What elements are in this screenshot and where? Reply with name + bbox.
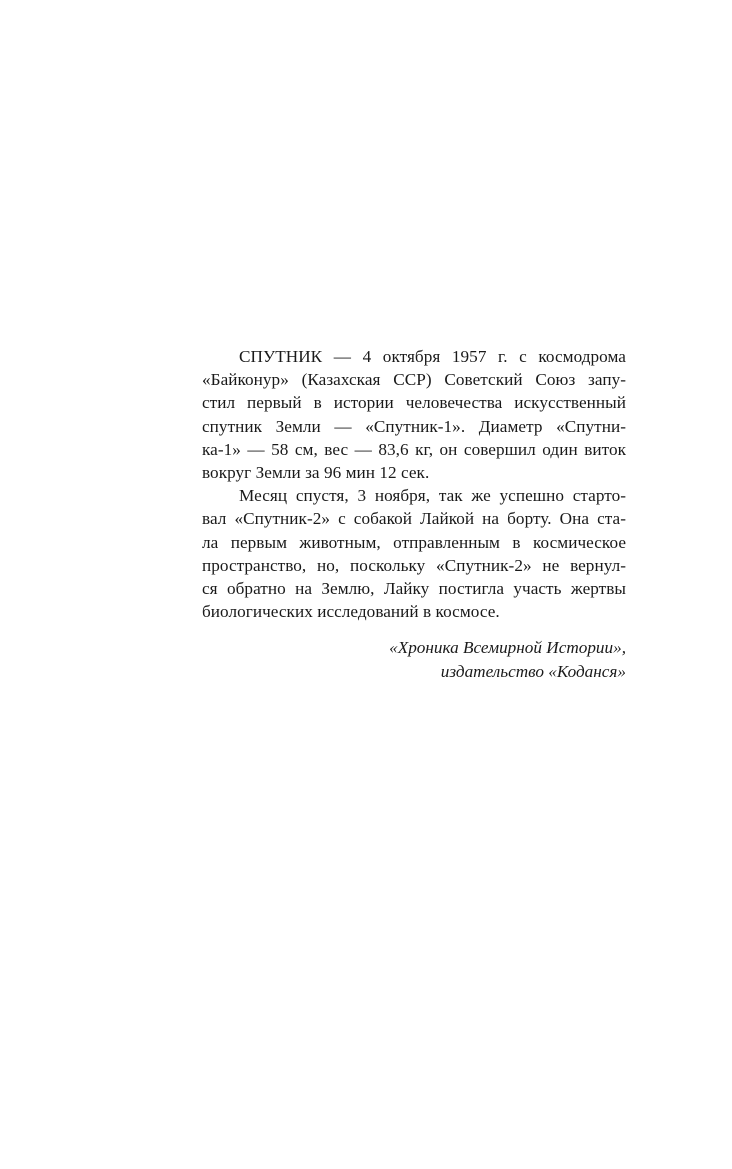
source-title: «Хроника Всемирной Истории», [389, 638, 626, 657]
text-line: ла первым животным, отправленным в космическое [202, 532, 626, 552]
text-line: «Байконур» (Казахская ССР) Советский Союз запу- [202, 370, 626, 390]
paragraph-sputnik-2 [202, 484, 626, 623]
text-line: ка-1» — 58 см, вес — 83,6 кг, он совершил один виток [202, 439, 626, 459]
text-line: стил первый в истории человечества искусственный [202, 393, 626, 413]
text-line: ся обратно на Землю, Лайку постигла участь жертвы [202, 578, 626, 598]
text-line: пространство, но, поскольку «Спутник-2» не вернул- [202, 555, 626, 575]
source-citation [202, 636, 626, 684]
text-line: Месяц спустя, 3 ноября, так же успешно старто- [239, 486, 626, 506]
text-line: СПУТНИК — 4 октября 1957 г. с космодрома [239, 347, 626, 366]
article-text [202, 345, 626, 623]
text-line: биологических исследований в космосе. [202, 602, 500, 622]
text-line: вокруг Земли за 96 мин 12 сек. [202, 462, 430, 482]
text-line: спутник Земли — «Спутник-1». Диаметр «Спутни- [202, 416, 626, 436]
paragraph-sputnik-1 [202, 345, 626, 484]
source-publisher: издательство «Коданся» [440, 662, 626, 681]
text-line: вал «Спутник-2» с собакой Лайкой на борту. Она ста- [202, 509, 626, 529]
